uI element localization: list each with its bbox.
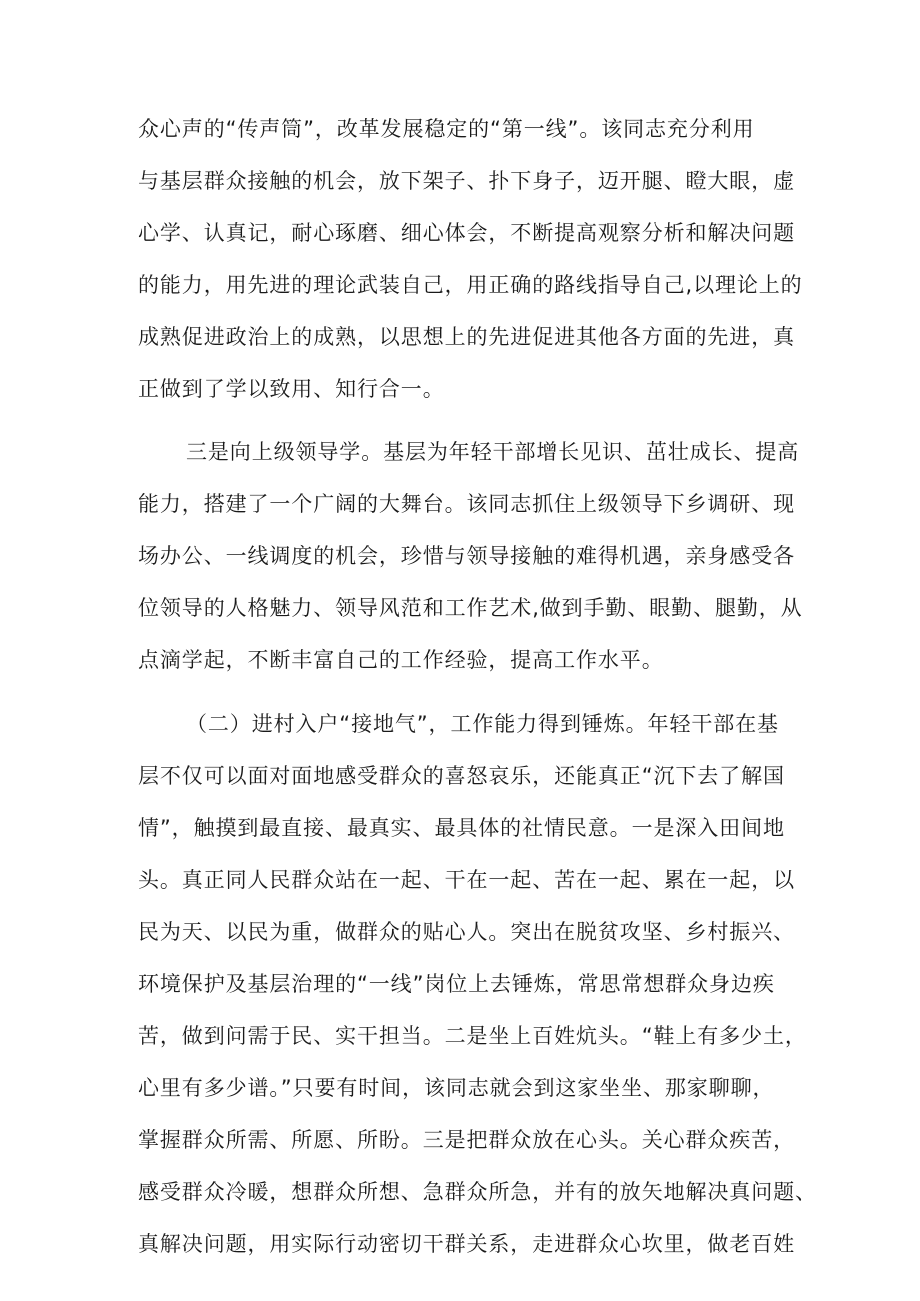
- section-heading-line: （二）进村入户“接地气”，工作能力得到锤炼。年轻干部在基: [186, 712, 779, 736]
- text-line: 心学、认真记，耐心琢磨、细心体会，不断提高观察分析和解决问题: [138, 221, 795, 245]
- text-line: 心里有多少谱。”只要有时间，该同志就会到这家坐坐、那家聊聊，: [138, 1076, 775, 1100]
- text-line: 苦，做到问需于民、实干担当。二是坐上百姓炕头。“鞋上有多少土，: [138, 1024, 807, 1048]
- text-line: 与基层群众接触的机会，放下架子、扑下身子，迈开腿、瞪大眼，虚: [138, 169, 795, 193]
- text-line: 头。真正同人民群众站在一起、干在一起、苦在一起、累在一起，以: [138, 868, 795, 892]
- text-line: 点滴学起，不断丰富自己的工作经验，提高工作水平。: [138, 648, 664, 672]
- text-line: 众心声的“传声筒”，改革发展稳定的“第一线”。该同志充分利用: [138, 117, 755, 141]
- text-line: 成熟促进政治上的成熟，以思想上的先进促进其他各方面的先进，真: [138, 325, 795, 349]
- text-line: 民为天、以民为重，做群众的贴心人。突出在脱贫攻坚、乡村振兴、: [138, 920, 795, 944]
- text-line: 掌握群众所需、所愿、所盼。三是把群众放在心头。关心群众疾苦，: [138, 1128, 795, 1152]
- text-line: 情”，触摸到最直接、最真实、最具体的社情民意。一是深入田间地: [138, 816, 785, 840]
- text-line: 能力，搭建了一个广阔的大舞台。该同志抓住上级领导下乡调研、现: [138, 492, 795, 516]
- text-line: 的能力，用先进的理论武装自己，用正确的路线指导自己,以理论上的: [138, 273, 803, 297]
- text-line: 正做到了学以致用、知行合一。: [138, 377, 445, 401]
- text-line: 感受群众冷暖，想群众所想、急群众所急，并有的放矢地解决真问题、: [138, 1180, 817, 1204]
- text-line: 环境保护及基层治理的“一线”岗位上去锤炼，常思常想群众身边疾: [138, 972, 775, 996]
- text-line: 真解决问题，用实际行动密切干群关系，走进群众心坎里，做老百姓: [138, 1232, 795, 1256]
- text-line: 场办公、一线调度的机会，珍惜与领导接触的难得机遇，亲身感受各: [138, 544, 795, 568]
- text-line: 层不仅可以面对面地感受群众的喜怒哀乐，还能真正“沉下去了解国: [138, 764, 785, 788]
- text-line: 位领导的人格魅力、领导风范和工作艺术,做到手勤、眼勤、腿勤，从: [138, 596, 803, 620]
- text-line: 三是向上级领导学。基层为年轻干部增长见识、茁壮成长、提高: [186, 440, 800, 464]
